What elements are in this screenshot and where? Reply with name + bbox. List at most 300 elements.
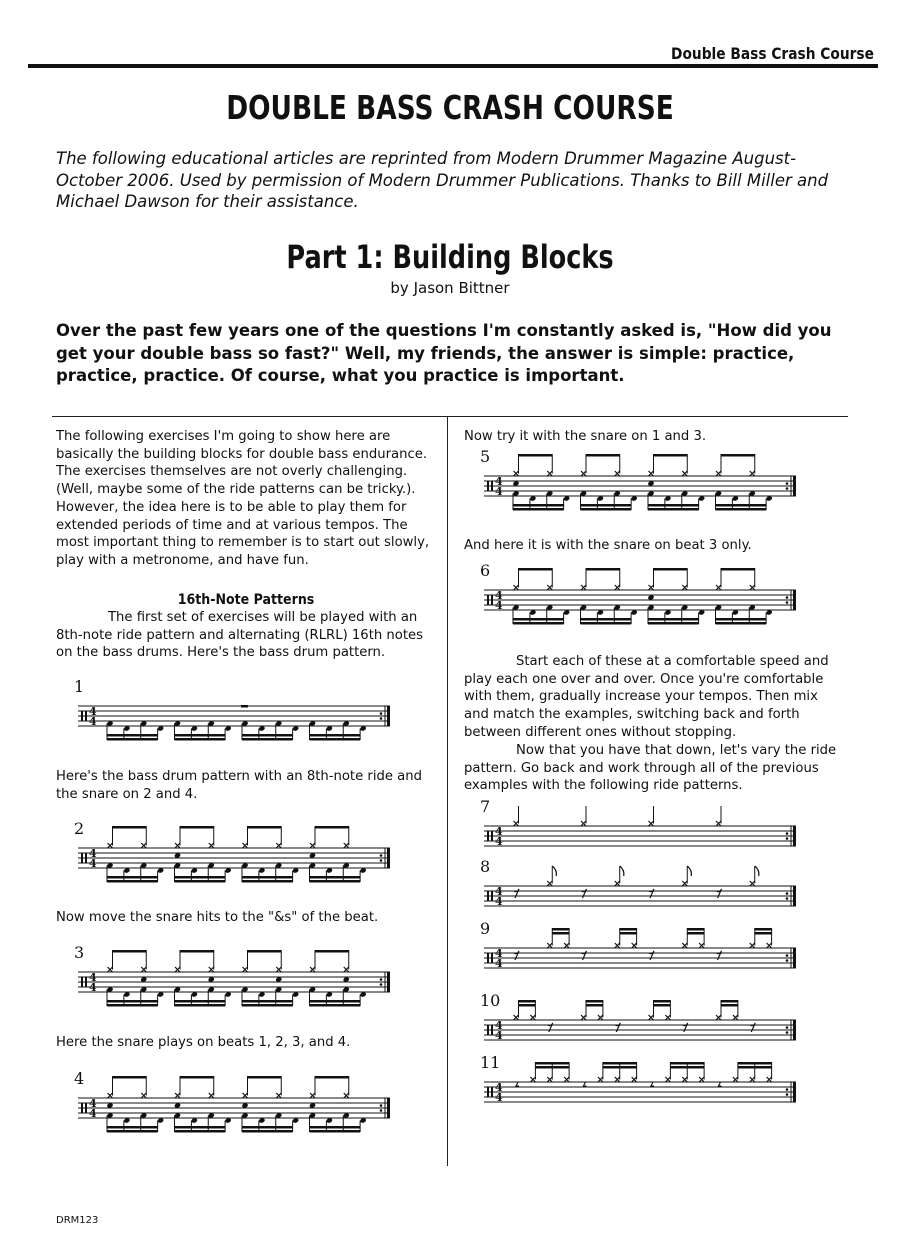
percussion-clef	[487, 1025, 489, 1035]
ride-note	[682, 1077, 687, 1082]
repeat-dot	[786, 1093, 789, 1096]
eighth-beam	[248, 1076, 282, 1079]
sixteenth-beam	[670, 1066, 704, 1069]
repeat-dot	[786, 832, 789, 835]
ride-note	[175, 967, 180, 972]
repeat-dot	[380, 983, 383, 986]
eighth-beam	[315, 950, 349, 953]
ride-note	[547, 881, 552, 886]
eighth-beam	[519, 454, 553, 457]
eighth-beam	[180, 826, 214, 829]
eighth-beam	[654, 568, 688, 571]
exercise-number: 2	[74, 819, 85, 838]
ride-note	[615, 1077, 620, 1082]
eighth-rest	[683, 1023, 688, 1032]
time-signature-top: 4	[495, 947, 503, 960]
ride-note	[733, 1077, 738, 1082]
time-signature-bottom: 4	[495, 835, 503, 848]
sixteenth-beam	[175, 876, 226, 879]
page-title: DOUBLE BASS CRASH COURSE	[226, 88, 674, 127]
eighth-beam	[654, 454, 688, 457]
ride-note	[632, 1077, 637, 1082]
intro-text: The following educational articles are reprinted from Modern Drummer Magazine August-October 2006. Used by permission of Modern Drummer Publications. Thanks to Bill Miller and Michael Dawson for their assistance.	[56, 149, 829, 211]
sixteenth-beam	[242, 738, 293, 741]
ride-note	[514, 1015, 519, 1020]
ride-note	[665, 1077, 670, 1082]
barline-thick	[793, 590, 796, 610]
repeat-dot	[380, 1104, 383, 1107]
ride-note	[310, 843, 315, 848]
note-flag	[552, 866, 556, 876]
sixteenth-beam	[242, 734, 293, 737]
exercise-number: 3	[74, 943, 85, 962]
time-signature-bottom: 4	[495, 895, 503, 908]
sixteenth-beam	[755, 932, 772, 935]
sixteenth-beam	[175, 1126, 226, 1129]
sixteenth-beam	[716, 504, 767, 507]
sixteenth-beam	[175, 1000, 226, 1003]
ride-note	[581, 821, 586, 826]
ride-note	[665, 1015, 670, 1020]
ride-note	[716, 1015, 721, 1020]
ride-note	[682, 881, 687, 886]
sixteenth-beam	[513, 622, 564, 625]
ride-note	[716, 585, 721, 590]
repeat-dot	[380, 859, 383, 862]
sixteenth-beam	[175, 738, 226, 741]
ride-note	[514, 821, 519, 826]
exercise-number: 4	[74, 1069, 85, 1088]
sixteenth-beam	[687, 928, 704, 931]
barline-thick	[387, 706, 390, 726]
eighth-rest	[615, 1023, 620, 1032]
ride-note	[175, 1093, 180, 1098]
exercise-notation	[478, 560, 798, 640]
repeat-dot	[786, 601, 789, 604]
sixteenth-beam	[175, 1004, 226, 1007]
sixteenth-beam	[310, 880, 361, 883]
exercise-notation	[72, 818, 392, 898]
sixteenth-rest	[718, 1082, 722, 1086]
caption-example-5: Now try it with the snare on 1 and 3.	[464, 429, 707, 444]
sixteenth-rest	[515, 1082, 519, 1086]
exercise-notation	[478, 918, 798, 998]
eighth-rest	[514, 889, 519, 898]
ride-note	[344, 843, 349, 848]
percussion-clef	[85, 711, 87, 721]
sixteenth-beam	[310, 738, 361, 741]
ride-note	[581, 1015, 586, 1020]
ride-note	[750, 585, 755, 590]
ride-note	[141, 967, 146, 972]
percussion-clef	[487, 953, 489, 963]
ride-note	[108, 843, 113, 848]
percussion-clef	[81, 711, 83, 721]
exercise-11	[478, 1052, 798, 1132]
time-signature-top: 4	[89, 847, 97, 860]
ride-note	[108, 967, 113, 972]
lead-paragraph: Over the past few years one of the questions I'm constantly asked is, "How did you get your double bass so fast?" Well, my friends, the answer is simple: practice, practice, practice. Of course, what you practice is important.	[56, 321, 832, 385]
ride-note	[209, 1093, 214, 1098]
ride-note	[243, 843, 248, 848]
caption-example-2: Here's the bass drum pattern with an 8th-note ride and the snare on 2 and 4.	[56, 769, 422, 802]
sixteenth-beam	[648, 508, 699, 511]
byline: by Jason Bittner	[390, 279, 510, 297]
sixteenth-beam	[107, 1004, 158, 1007]
sixteenth-beam	[107, 880, 158, 883]
eighth-rest	[582, 889, 587, 898]
sixteenth-beam	[738, 1062, 772, 1065]
header-rule	[28, 64, 878, 68]
sixteenth-beam	[175, 1130, 226, 1133]
ride-note	[581, 585, 586, 590]
ride-note	[243, 1093, 248, 1098]
percussion-clef	[487, 481, 489, 491]
ride-note	[108, 1093, 113, 1098]
repeat-dot	[786, 487, 789, 490]
right-paragraph-2: Now that you have that down, let's vary the ride pattern. Go back and work through all of the previous examples with the following ride patterns.	[464, 743, 837, 794]
sixteenth-beam	[107, 1000, 158, 1003]
sixteenth-beam	[552, 928, 569, 931]
repeat-dot	[380, 717, 383, 720]
eighth-rest	[548, 1023, 553, 1032]
exercise-4	[72, 1068, 392, 1148]
sixteenth-beam	[242, 1130, 293, 1133]
percussion-clef	[487, 891, 489, 901]
time-signature-top: 4	[495, 1019, 503, 1032]
sixteenth-beam	[535, 1062, 569, 1065]
sixteenth-beam	[716, 618, 767, 621]
part-title: Part 1: Building Blocks	[286, 238, 614, 276]
exercise-notation	[478, 1052, 798, 1132]
exercise-notation	[72, 942, 392, 1022]
time-signature-top: 4	[89, 705, 97, 718]
exercise-notation	[72, 676, 392, 756]
sixteenth-beam	[107, 1126, 158, 1129]
time-signature-bottom: 4	[495, 957, 503, 970]
sixteenth-beam	[519, 1004, 536, 1007]
sixteenth-beam	[716, 622, 767, 625]
sixteenth-beam	[107, 738, 158, 741]
ride-note	[141, 1093, 146, 1098]
ride-note	[547, 585, 552, 590]
sixteenth-beam	[242, 1126, 293, 1129]
percussion-clef	[85, 977, 87, 987]
sixteenth-beam	[242, 876, 293, 879]
repeat-dot	[380, 978, 383, 981]
percussion-clef	[491, 953, 493, 963]
ride-note	[615, 881, 620, 886]
ride-note	[276, 843, 281, 848]
time-signature-bottom: 4	[89, 857, 97, 870]
sixteenth-beam	[755, 928, 772, 931]
ride-note	[209, 843, 214, 848]
ride-note	[699, 1077, 704, 1082]
sixteenth-beam	[535, 1066, 569, 1069]
barline-thick	[387, 848, 390, 868]
ride-note	[750, 881, 755, 886]
eighth-beam	[248, 826, 282, 829]
percussion-clef	[85, 1103, 87, 1113]
sixteenth-beam	[310, 1000, 361, 1003]
sixteenth-beam	[581, 504, 632, 507]
barline-thick	[793, 1020, 796, 1040]
exercise-5	[478, 446, 798, 526]
ride-note	[276, 1093, 281, 1098]
ride-note	[649, 585, 654, 590]
left-paragraph-1: The following exercises I'm going to show here are basically the building blocks for double bass endurance. The exercises themselves are not overly challenging. (Well, maybe some of the ride patterns can be tricky.). However, the idea here is to be able to play them for extended periods of time and at various tempos. The most important thing to remember is to start out slowly, play with a metronome, and have fun.	[56, 429, 430, 568]
ride-note	[750, 1077, 755, 1082]
sixteenth-beam	[603, 1066, 637, 1069]
sixteenth-beam	[581, 622, 632, 625]
exercise-3	[72, 942, 392, 1022]
ride-note	[598, 1015, 603, 1020]
ride-note	[581, 471, 586, 476]
percussion-clef	[81, 1103, 83, 1113]
eighth-beam	[721, 454, 755, 457]
ride-note	[615, 585, 620, 590]
exercise-number: 7	[480, 797, 491, 816]
time-signature-top: 4	[495, 825, 503, 838]
ride-note	[716, 471, 721, 476]
ride-note	[733, 1015, 738, 1020]
caption-example-3: Now move the snare hits to the "&s" of the beat.	[56, 910, 379, 925]
sixteenth-beam	[107, 734, 158, 737]
repeat-dot	[786, 954, 789, 957]
percussion-clef	[81, 977, 83, 987]
repeat-dot	[380, 712, 383, 715]
eighth-beam	[180, 1076, 214, 1079]
eighth-beam	[113, 826, 147, 829]
sixteenth-beam	[310, 1004, 361, 1007]
note-flag	[687, 866, 691, 876]
ride-note	[615, 943, 620, 948]
ride-note	[530, 1015, 535, 1020]
sixteenth-rest	[650, 1082, 654, 1086]
ride-note	[514, 585, 519, 590]
sixteenth-beam	[586, 1004, 603, 1007]
percussion-clef	[487, 1087, 489, 1097]
repeat-dot	[786, 1031, 789, 1034]
whole-rest	[241, 705, 248, 708]
ride-note	[209, 967, 214, 972]
sixteenth-beam	[310, 876, 361, 879]
sixteenth-beam	[738, 1066, 772, 1069]
sixteenth-beam	[581, 618, 632, 621]
sixteenth-beam	[107, 876, 158, 879]
caption-example-6: And here it is with the snare on beat 3 only.	[464, 538, 752, 553]
time-signature-bottom: 4	[495, 485, 503, 498]
column-divider	[447, 416, 448, 1166]
repeat-dot	[786, 892, 789, 895]
percussion-clef	[491, 1025, 493, 1035]
ride-note	[547, 471, 552, 476]
ride-note	[310, 967, 315, 972]
repeat-dot	[380, 1109, 383, 1112]
eighth-rest	[649, 951, 654, 960]
eighth-beam	[586, 454, 620, 457]
left-paragraph-2: The first set of exercises will be played with an 8th-note ride pattern and alternating (RLRL) 16th notes on the bass drums. Here's the bass drum pattern.	[56, 610, 423, 661]
ride-note	[649, 471, 654, 476]
sixteenth-beam	[242, 1000, 293, 1003]
sixteenth-beam	[175, 880, 226, 883]
sixteenth-beam	[513, 504, 564, 507]
ride-note	[750, 471, 755, 476]
barline-thick	[387, 972, 390, 992]
percussion-clef	[85, 853, 87, 863]
sixteenth-beam	[687, 932, 704, 935]
section-subhead: 16th-Note Patterns	[177, 592, 315, 608]
time-signature-bottom: 4	[89, 981, 97, 994]
exercise-2	[72, 818, 392, 898]
barline-thick	[793, 476, 796, 496]
ride-note	[344, 1093, 349, 1098]
repeat-dot	[786, 897, 789, 900]
time-signature-top: 4	[89, 1097, 97, 1110]
time-signature-bottom: 4	[89, 715, 97, 728]
eighth-beam	[180, 950, 214, 953]
percussion-clef	[81, 853, 83, 863]
barline-thick	[793, 826, 796, 846]
sixteenth-beam	[310, 734, 361, 737]
sixteenth-beam	[513, 508, 564, 511]
exercise-notation	[72, 1068, 392, 1148]
exercise-number: 5	[480, 447, 491, 466]
ride-note	[750, 943, 755, 948]
sixteenth-beam	[620, 928, 637, 931]
ride-note	[564, 1077, 569, 1082]
time-signature-bottom: 4	[495, 1091, 503, 1104]
note-flag	[620, 866, 624, 876]
running-head: Double Bass Crash Course	[671, 44, 874, 63]
ride-note	[682, 585, 687, 590]
ride-note	[547, 1077, 552, 1082]
sixteenth-beam	[648, 618, 699, 621]
column-top-rule	[52, 416, 848, 417]
ride-note	[767, 943, 772, 948]
repeat-dot	[786, 1088, 789, 1091]
ride-note	[530, 1077, 535, 1082]
ride-note	[649, 1015, 654, 1020]
sixteenth-beam	[670, 1062, 704, 1065]
time-signature-top: 4	[495, 885, 503, 898]
sixteenth-beam	[721, 1000, 738, 1003]
sixteenth-beam	[721, 1004, 738, 1007]
repeat-dot	[786, 837, 789, 840]
percussion-clef	[491, 831, 493, 841]
eighth-rest	[717, 951, 722, 960]
sixteenth-beam	[648, 622, 699, 625]
ride-note	[564, 943, 569, 948]
sixteenth-beam	[310, 1130, 361, 1133]
sixteenth-beam	[175, 734, 226, 737]
eighth-beam	[586, 568, 620, 571]
ride-note	[344, 967, 349, 972]
ride-note	[141, 843, 146, 848]
repeat-dot	[786, 596, 789, 599]
percussion-clef	[491, 481, 493, 491]
percussion-clef	[491, 891, 493, 901]
exercise-number: 9	[480, 919, 491, 938]
eighth-rest	[750, 1023, 755, 1032]
repeat-dot	[786, 1026, 789, 1029]
ride-note	[682, 943, 687, 948]
exercise-9	[478, 918, 798, 998]
exercise-number: 1	[74, 677, 85, 696]
sixteenth-beam	[581, 508, 632, 511]
eighth-rest	[582, 951, 587, 960]
barline-thick	[793, 948, 796, 968]
ride-note	[649, 821, 654, 826]
repeat-dot	[786, 959, 789, 962]
sixteenth-beam	[603, 1062, 637, 1065]
eighth-beam	[248, 950, 282, 953]
ride-note	[276, 967, 281, 972]
exercise-notation	[478, 446, 798, 526]
exercise-number: 6	[480, 561, 491, 580]
time-signature-top: 4	[495, 1081, 503, 1094]
ride-note	[682, 471, 687, 476]
time-signature-top: 4	[495, 475, 503, 488]
right-paragraph-1: Start each of these at a comfortable speed and play each one over and over. Once you're comfortable with them, gradually increase your tempos. Then mix and match the examples, switching back and forth between different ones without stopping.	[464, 654, 829, 740]
eighth-beam	[519, 568, 553, 571]
ride-note	[175, 843, 180, 848]
eighth-rest	[649, 889, 654, 898]
sixteenth-beam	[242, 880, 293, 883]
time-signature-bottom: 4	[495, 599, 503, 612]
sixteenth-beam	[310, 1126, 361, 1129]
barline-thick	[793, 886, 796, 906]
time-signature-top: 4	[495, 589, 503, 602]
eighth-rest	[514, 951, 519, 960]
exercise-1	[72, 676, 392, 756]
sixteenth-beam	[654, 1004, 671, 1007]
ride-note	[716, 821, 721, 826]
time-signature-bottom: 4	[89, 1107, 97, 1120]
sixteenth-beam	[242, 1004, 293, 1007]
eighth-beam	[113, 1076, 147, 1079]
barline-thick	[387, 1098, 390, 1118]
eighth-beam	[721, 568, 755, 571]
exercise-number: 8	[480, 857, 491, 876]
sixteenth-beam	[620, 932, 637, 935]
barline-thick	[793, 1082, 796, 1102]
ride-note	[632, 943, 637, 948]
percussion-clef	[491, 1087, 493, 1097]
time-signature-bottom: 4	[495, 1029, 503, 1042]
eighth-beam	[315, 1076, 349, 1079]
eighth-beam	[315, 826, 349, 829]
repeat-dot	[786, 482, 789, 485]
exercise-6	[478, 560, 798, 640]
sixteenth-beam	[654, 1000, 671, 1003]
eighth-rest	[717, 889, 722, 898]
sixteenth-beam	[648, 504, 699, 507]
sixteenth-beam	[716, 508, 767, 511]
ride-note	[615, 471, 620, 476]
exercise-number: 11	[480, 1053, 501, 1072]
ride-note	[514, 471, 519, 476]
ride-note	[310, 1093, 315, 1098]
percussion-clef	[487, 831, 489, 841]
ride-note	[767, 1077, 772, 1082]
sixteenth-rest	[583, 1082, 587, 1086]
footer-code: DRM123	[56, 1215, 99, 1226]
sixteenth-beam	[586, 1000, 603, 1003]
sixteenth-beam	[552, 932, 569, 935]
percussion-clef	[487, 595, 489, 605]
repeat-dot	[380, 854, 383, 857]
